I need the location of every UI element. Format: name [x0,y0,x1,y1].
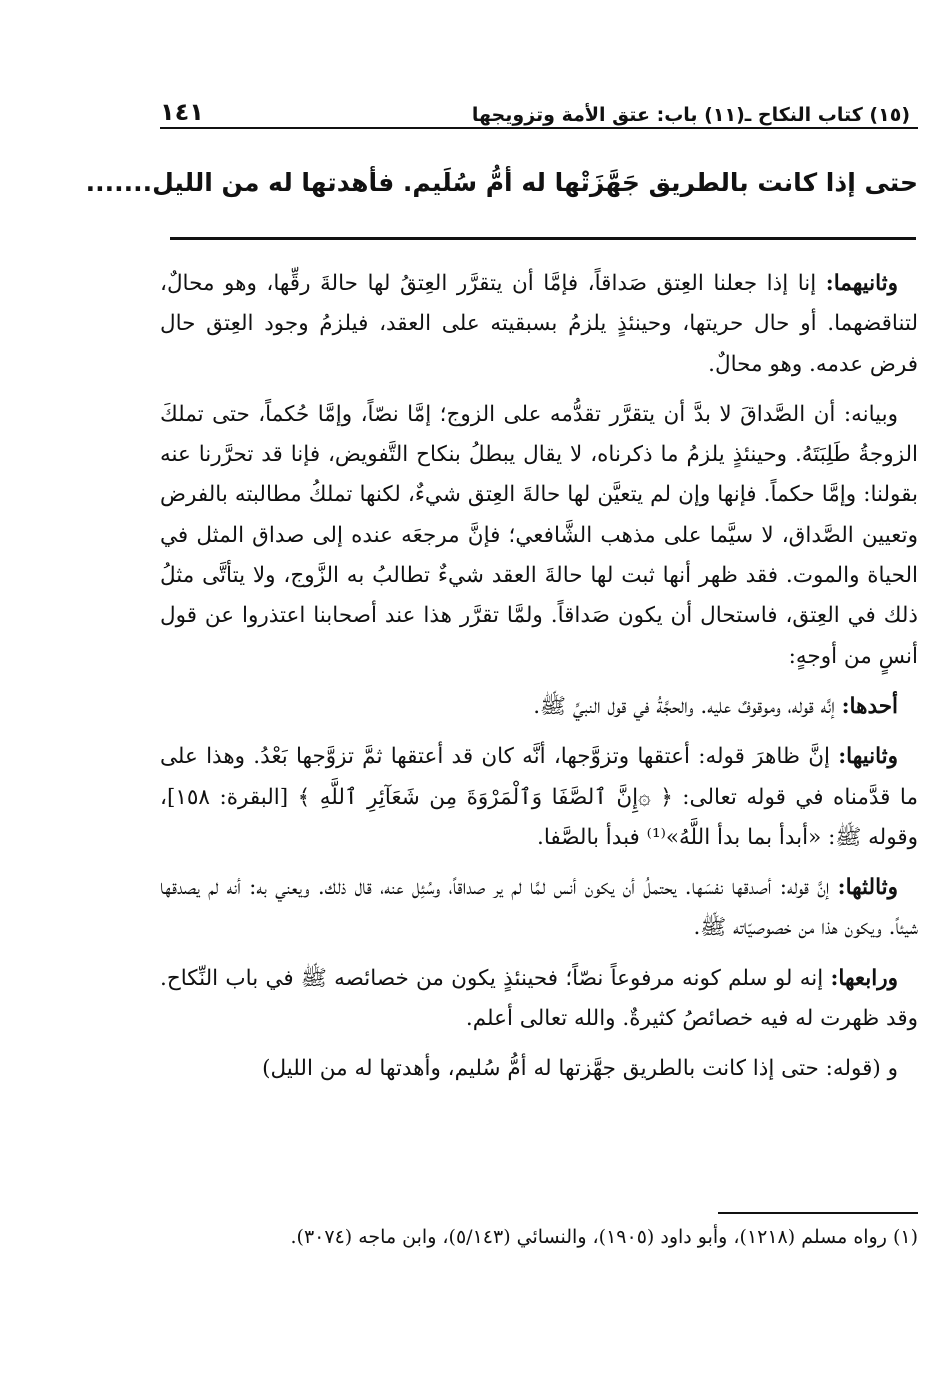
paragraph-lead: أحدها: [841,693,898,719]
matn-text [85,160,918,206]
page-number: ١٤١ [160,98,204,126]
paragraph-second-argument [160,264,918,385]
paragraph-explanation [160,395,918,677]
footnote: (١) رواه مسلم (١٢١٨)، وأبو داود (١٩٠٥)، والنسائي (٥/١٤٣)، وابن ماجه (٣٠٧٤). [290,1226,918,1248]
paragraph-text: وبيانه: أن الصَّداقَ لا بدَّ أن يتقرَّر تقدُّمه على الزوج؛ إمَّا نصّاً، وإمَّا حُكماً، حتى تملكَ الزوجةُ طَلِبَتَهُ. وحينئذٍ يلزمُ ما ذكرناه، لا يقال يبطلُ بنكاح التَّفويض، فإنا قد تحرَّرنا عنه بقولنا: وإمَّا حكماً. فإنها وإن لم يتعيَّن لها حالةَ العِتق شيءٌ، لكنها تملكُ مطالبته بالفرض وتعيين الصَّداق، لا سيَّما على مذهب الشَّافعي؛ فإنَّ مرجعَه عنده إلى صداق المثل في الحياة والموت. فقد ظهر أنها ثبت لها حالةَ العقد شيءٌ تطالبُ به الزَّوج، ولا يتأتَّى مثلُ ذلك في العِتق، فاستحال أن يكون صَداقاً. ولمَّا تقرَّر هذا عند أصحابنا اعتذروا عن قول أنسٍ من أوجهٍ: [160,401,918,669]
paragraph-text: و (قوله: حتى إذا كانت بالطريق جهَّزتها له أمُّ سُليم، وأهدتها له من الليل) [262,1056,898,1082]
paragraph-text: إنه لو سلم كونه مرفوعاً نصّاً؛ فحينئذٍ يكون من خصائصه ﷺ في باب النِّكاح. وقد ظهرت له فيه خصائصُ كثيرةٌ. والله تعالى أعلم. [160,965,918,1032]
paragraph-third-reason [160,868,918,949]
paragraph-text: إنَّه قوله، وموقوفٌ عليه. والحجَّةُ في قول النبيِّ ﷺ. [533,693,842,719]
paragraph-lead: وثالثها: [837,875,898,901]
footnote-separator [718,1212,918,1214]
paragraph-fourth-reason [160,959,918,1040]
matn-separator [170,237,916,240]
paragraph-quote [160,1049,918,1089]
paragraph-lead: وثانيها: [838,744,898,770]
paragraph-second-reason [160,737,918,858]
paragraph-lead: ورابعها: [830,965,898,991]
running-title: (١٥) كتاب النكاح ـ(١١) باب: عتق الأمة وتزويجها [471,104,910,126]
commentary-body [160,264,918,1100]
paragraph-lead: وثانيهما: [825,271,898,296]
paragraph-text: إنَّ قوله: أصدقها نفسَها. يحتملُ أن يكون أنس لمَّا لم ير صداقاً، وسُئِل عنه، قال ذلك. ويعني به: أنه لم يصدقها شيئاً. ويكون هذا من خصوصيّاته ﷺ. [160,875,918,941]
paragraph-first-reason [160,687,918,727]
paragraph-text: إنا إذا جعلنا العِتق صَداقاً، فإمَّا أن يتقرَّر العِتقُ لها حالةَ رقِّها، وهو محالٌ، لتناقضهما. أو حال حريتها، وحينئذٍ يلزمُ بسبقيته على العقد، فيلزمُ وجود العِتق حال فرض عدمه. وهو محالٌ. [160,271,918,377]
header-rule [160,127,918,129]
page-header [160,86,918,126]
matn-line: حتى إذا كانت بالطريق جَهَّزَتْها له أمُّ سُلَيم. فأهدتها له من الليل....... [85,168,918,197]
paragraph-text: إنَّ ظاهرَ قوله: أعتقها وتزوَّجها، أنَّه كان قد أعتقها ثمَّ تزوَّجها بَعْدُ. وهذا على ما قدَّمناه في قوله تعالى: ﴿ ۞إِنَّ ٱلصَّفَا وَٱلْمَرْوَةَ مِن شَعَآئِرِ ٱللَّهِ ﴾ [البقرة: ١٥٨]، وقوله ﷺ: «أبدأ بما بدأ اللَّهُ»⁽¹⁾ فبدأ بالصَّفا. [160,744,918,850]
